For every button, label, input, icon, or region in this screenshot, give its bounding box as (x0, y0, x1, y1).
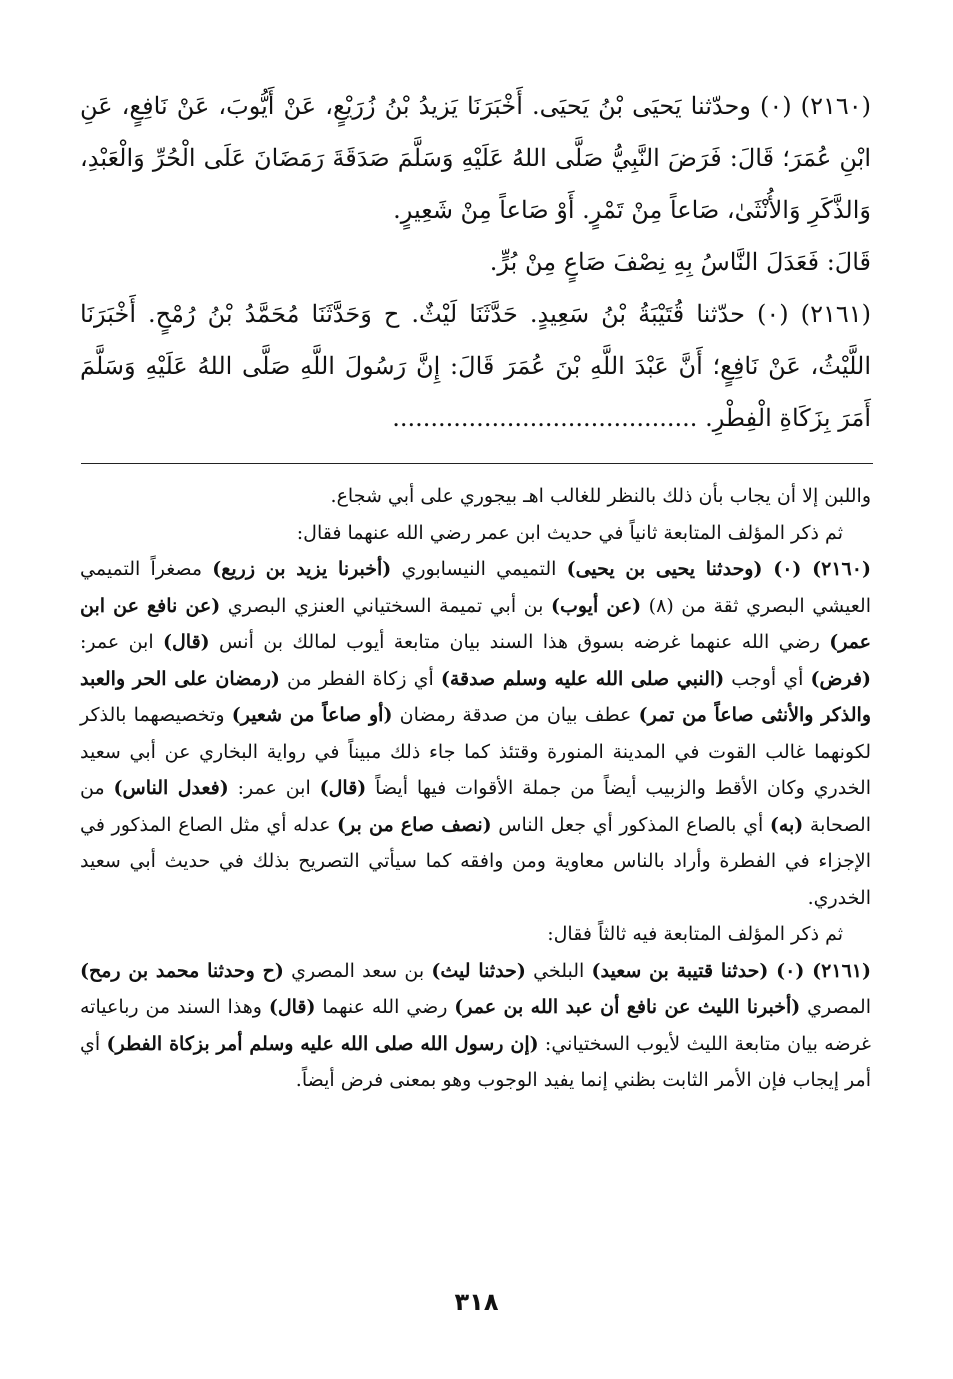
text-span: التميمي النيسابوري (391, 558, 567, 580)
bold-span: (حدثنا ليث) (431, 959, 526, 982)
text-span: بن أبي تميمة السختياني العنزي البصري (220, 594, 551, 617)
hadith-2161-body: حدّثنا قُتَيْبَةُ بْنُ سَعِيدٍ. حَدَّثَنَا لَيْثٌ. ح وَحَدَّثَنَا مُحَمَّدُ بْنُ رُمْحٍ. أَخْبَرَنَا اللَّيْثُ، عَنْ نَافِعٍ؛ أَنَّ عَبْدَ اللَّهِ بْنَ عُمَرَ قَالَ: إِنَّ رَسُولَ اللَّهِ صَلَّى اللهُ عَلَيْهِ وَسَلَّمَ أَمَرَ بِزَكَاةِ الْفِطْرِ. (80, 300, 871, 432)
text-span: البلخي (525, 959, 592, 982)
bold-span: (أخبرنا يزيد بن زريع) (212, 558, 392, 580)
commentary-section (80, 478, 871, 1099)
text-span: رضي الله عنهما غرضه بسوق هذا السند بيان متابعة أيوب لمالك بن أنس (209, 631, 830, 653)
hadith-2160-qala-text: قَالَ: فَعَدَلَ النَّاسُ بِهِ نِصْفَ صَاعٍ مِنْ بُرٍّ. (489, 248, 871, 276)
text-span: المصري (800, 996, 871, 1018)
page-number: ٣١٨ (454, 1288, 499, 1316)
text-span: أي زكاة الفطر من (279, 667, 441, 690)
bold-span: (به) (769, 813, 804, 836)
bold-span: (عن أيوب) (550, 594, 642, 617)
bold-span: (٢١٦٠) (٠) (وحدثنا يحيى بن يحيى) (566, 558, 871, 580)
bold-span: (٢١٦١) (٠) (حدثنا قتيبة بن سعيد) (591, 959, 871, 982)
hadith-2160 (80, 80, 871, 236)
text-span: أي بالصاع المذكور أي جعل الناس (491, 813, 770, 836)
hadith-2160-body: وحدّثنا يَحيَى بْنُ يَحيَى. أَخْبَرَنَا يَزيدُ بْنُ زُرَيْعٍ، عَنْ أَيُّوبَ، عَنْ نَافِعٍ، عَنِ ابْنِ عُمَرَ؛ قَالَ: فَرَضَ النَّبِيُّ صَلَّى اللهُ عَلَيْهِ وَسَلَّمَ صَدَقَةَ رَمَضَانَ عَلَى الْحُرِّ وَالْعَبْدِ، وَالذَّكَرِ وَالأُنْثَىٰ، صَاعاً مِنْ تَمْرٍ. أَوْ صَاعاً مِنْ شَعِيرٍ. (80, 92, 871, 224)
text-span: أي أمر إيجاب فإن الأمر الثابت بظني إنما يفيد الوجوب وهو بمعنى فرض أيضاً. (80, 1032, 871, 1091)
hadith-text-section (80, 80, 871, 444)
text-span: عدله أي مثل الصاع المذكور في الإجزاء في الفطرة وأراد بالناس معاوية ومن وافقه كما سيأتي التصريح بذلك في حديث أبي سعيد الخدري. (80, 813, 871, 909)
commentary-paragraph-2160 (80, 551, 871, 916)
text-span: وتخصيصهما بالذكر لكونهما غالب القوت في المدينة المنورة وقتئذ كما جاء ذلك مبيناً في رواية البخاري عن أبي سعيد الخدري وكان الأقط والزبيب أيضاً من جملة الأقوات فيها أيضاً (80, 704, 872, 799)
text-span: ابن عمر: (80, 631, 164, 653)
hadith-2160-number: (٢١٦٠) (٠) (759, 92, 871, 120)
bold-span: (رمضان على الحر والعبد والذكر والأنثى صاعاً من تمر) (80, 667, 872, 726)
text-span: من الصحابة (80, 777, 871, 836)
bold-span: (ح وحدثنا محمد بن رمح) (80, 959, 284, 982)
bold-span: (فرض) (810, 667, 871, 690)
bold-span: (النبي صلى الله عليه وسلم صدقة) (440, 667, 725, 690)
bold-span: (أو صاعاً من شعير) (231, 704, 393, 726)
text-span: أي أوجب (724, 667, 811, 690)
bold-span: (قال) (268, 996, 316, 1018)
bold-span: (قال) (163, 631, 210, 653)
text-span: بن سعد المصري (283, 959, 432, 982)
bold-span: (عن نافع عن ابن عمر) (80, 594, 871, 653)
bold-span: (فعدل الناس) (113, 777, 229, 799)
commentary-intro-2 (80, 515, 871, 552)
commentary-intro-3-text: ثم ذكر المؤلف المتابعة فيه ثالثاً فقال: (547, 923, 843, 945)
commentary-line-1 (80, 478, 871, 515)
bold-span: (أخبرنا الليث عن نافع أن عبد الله بن عمر) (454, 996, 801, 1018)
text-span: ابن عمر: (228, 777, 320, 799)
hadith-2161-dots: ........................................ (392, 404, 698, 432)
bold-span: (قال) (319, 777, 367, 799)
bold-span: (نصف صاع من بر) (337, 813, 492, 836)
hadith-2161-number: (٢١٦١) (٠) (757, 300, 871, 328)
text-span: رضي الله عنهما (315, 996, 455, 1018)
footnote-divider (81, 463, 873, 464)
text-span: عطف بيان من صدقة رمضان (392, 704, 639, 726)
hadith-2161 (80, 288, 871, 444)
bold-span: (إن رسول الله صلى الله عليه وسلم أمر بزكاة الفطر) (106, 1032, 539, 1055)
hadith-2160-qala (80, 236, 871, 288)
commentary-intro-3 (80, 916, 871, 953)
commentary-paragraph-2161 (80, 953, 871, 1099)
commentary-intro-2-text: ثم ذكر المؤلف المتابعة ثانياً في حديث ابن عمر رضي الله عنهما فقال: (296, 521, 843, 544)
text-span: مصغراً التميمي العيشي البصري ثقة من (٨) (80, 558, 871, 617)
text-span: وهذا السند من رباعياته غرضه بيان متابعة الليث لأيوب السختياني: (80, 996, 871, 1055)
commentary-line-1-text: واللبن إلا أن يجاب بأن ذلك بالنظر للغالب اهـ بيجوري على أبي شجاع. (330, 485, 871, 507)
